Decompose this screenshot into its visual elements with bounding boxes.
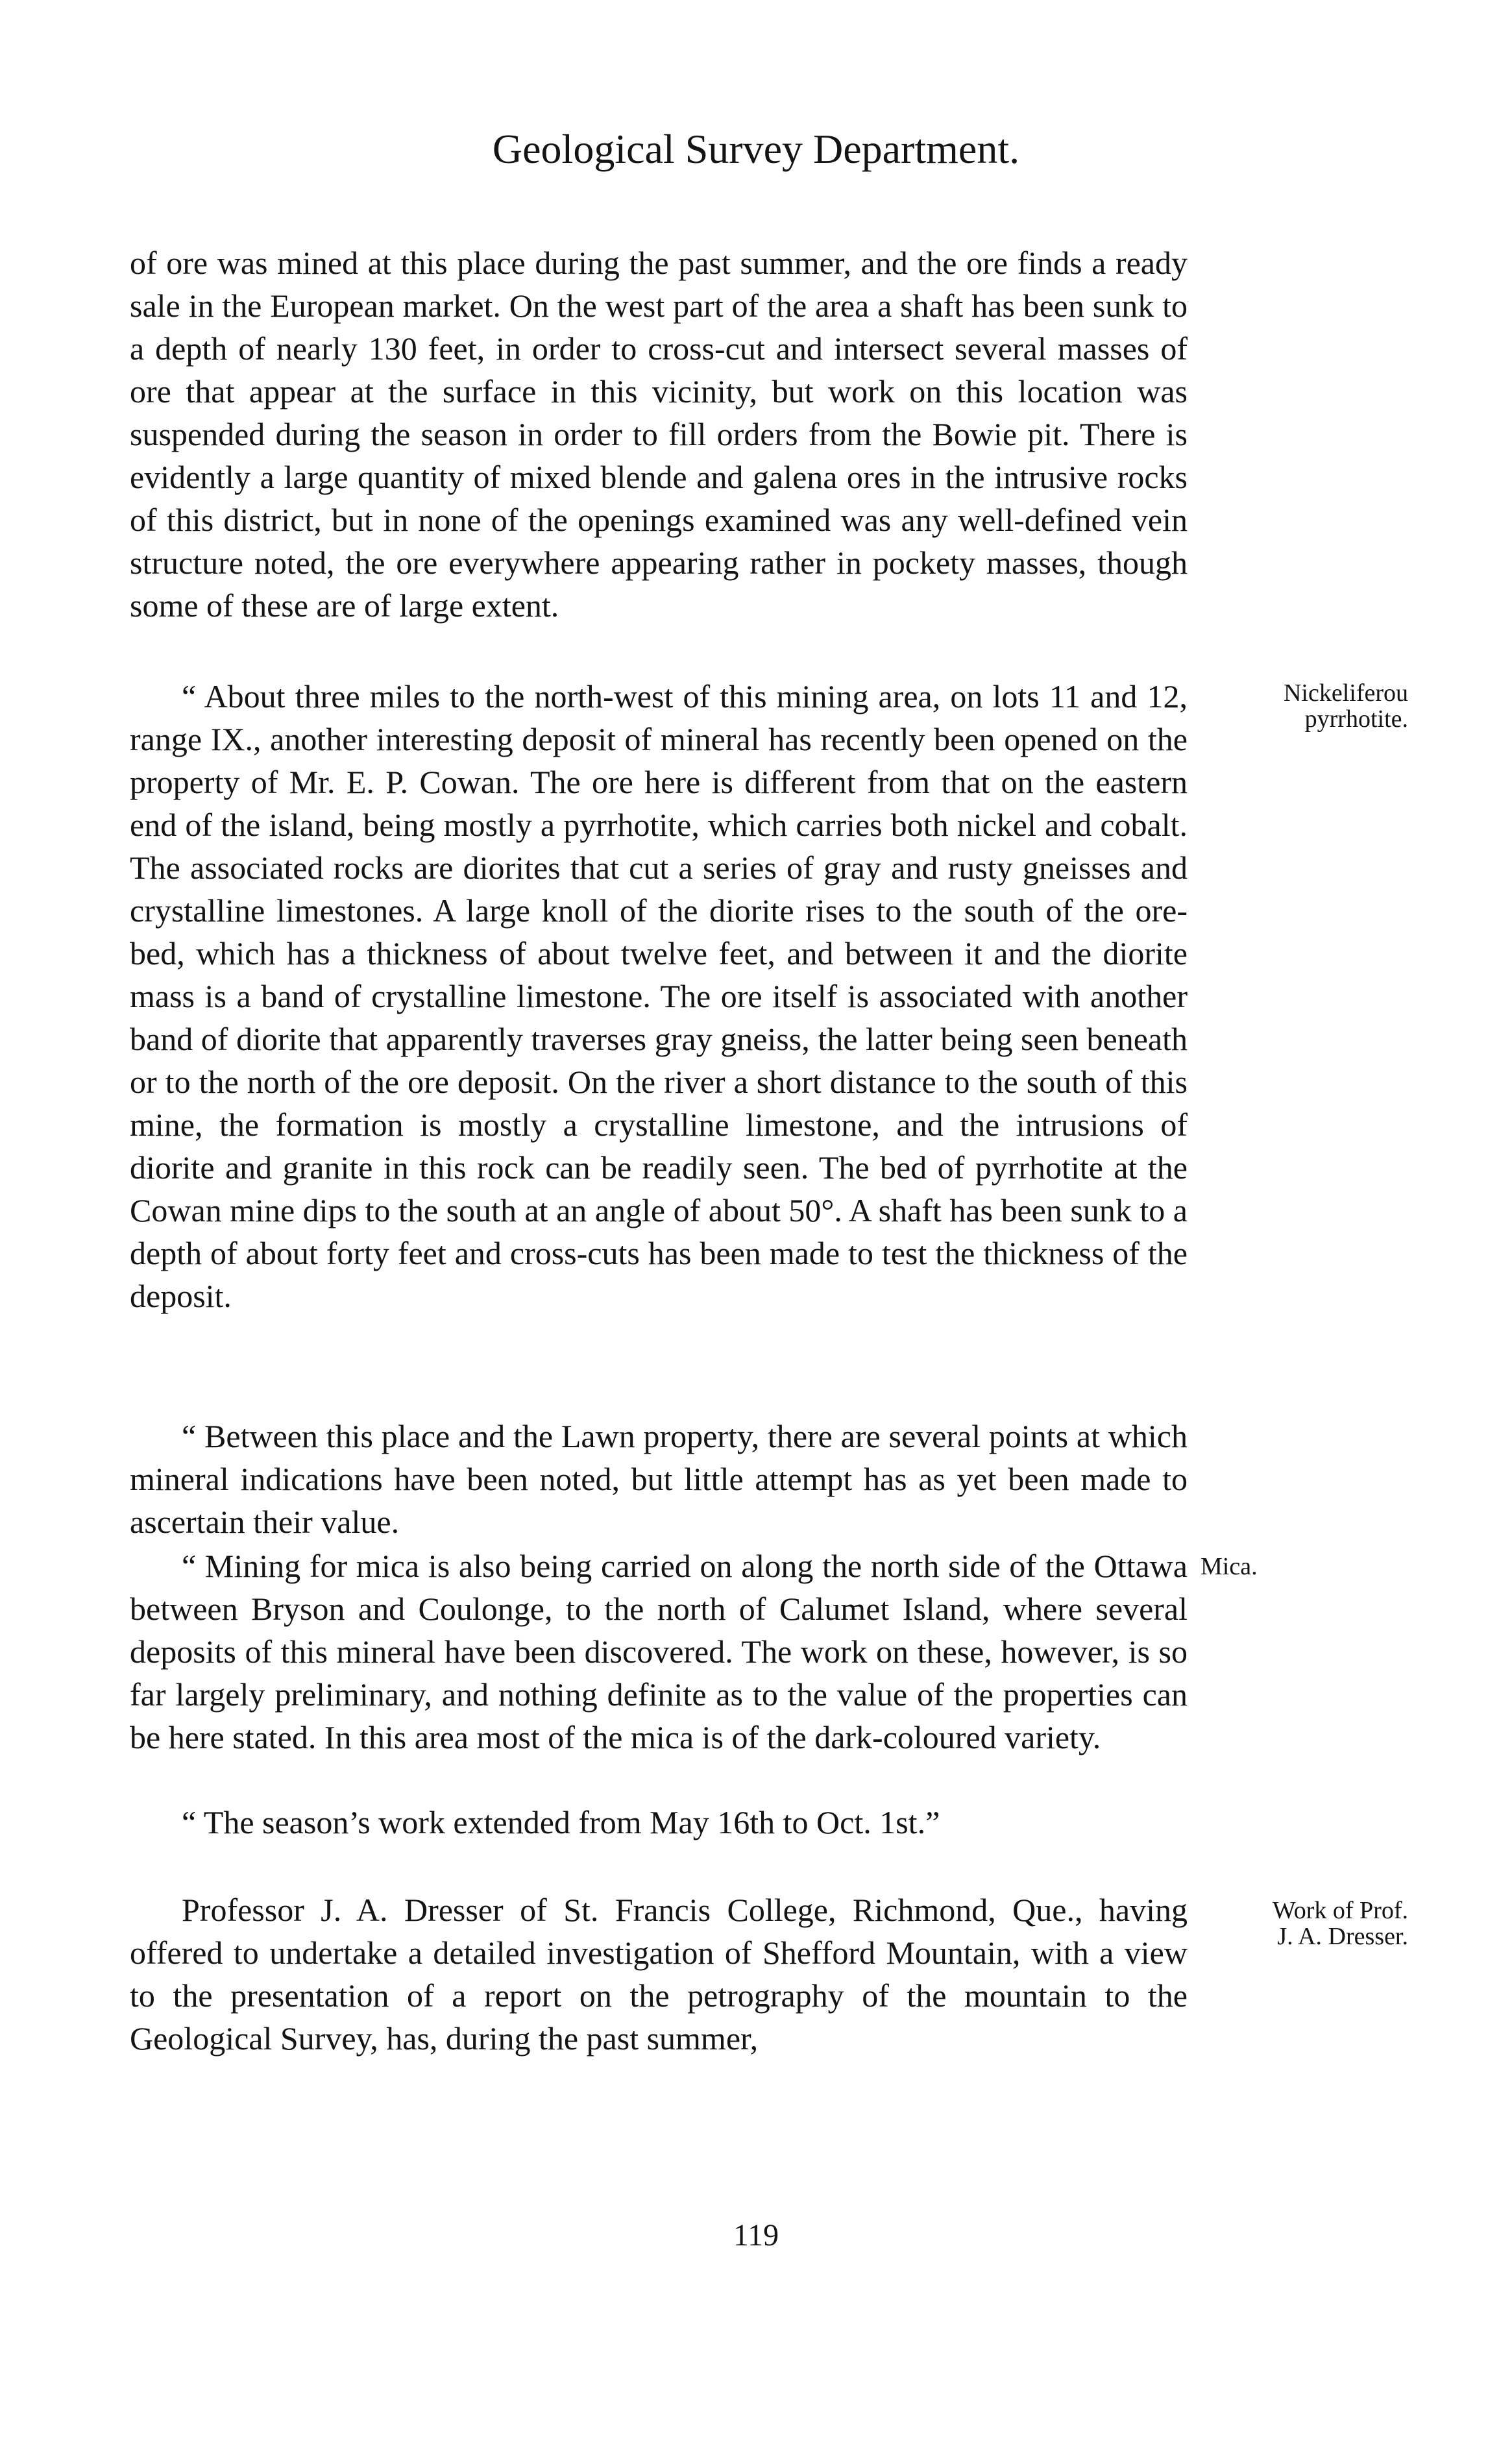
margin-note-line: Work of Prof. (1272, 1897, 1408, 1924)
margin-note-line: pyrrhotite. (1304, 705, 1408, 733)
margin-note-dresser (1201, 1898, 1408, 1949)
margin-note-line: Nickeliferou (1283, 679, 1408, 707)
paragraph-season-work: “ The season’s work extended from May 16th to Oct. 1st.” (182, 1804, 940, 1840)
page-number: 119 (733, 2218, 779, 2253)
paragraph-lawn-property: “ Between this place and the Lawn property, there are several points at which mineral indications have been noted, but little attempt has as yet been made to ascertain their value. (130, 1418, 1188, 1540)
paragraph-cowan-deposit: “ About three miles to the north-west of this mining area, on lots 11 and 12, range IX., another interesting deposit of mineral has recently been opened on the property of Mr. E. P. Cowan. The ore here is different from that on the eastern end of the island, being mostly a pyrrhotite, which carries both nickel and cobalt. The associated rocks are diorites that cut a series of gray and rusty gneisses and crystalline limestones. A large knoll of the diorite rises to the south of the ore-bed, which has a thickness of about twelve feet, and between it and the diorite mass is a band of crystalline limestone. The ore itself is associated with another band of diorite that apparently traverses gray gneiss, the latter being seen beneath or to the north of the ore deposit. On the river a short distance to the south of this mine, the formation is mostly a crystalline limestone, and the intrusions of diorite and granite in this rock can be readily seen. The bed of pyrrhotite at the Cowan mine dips to the south at an angle of about 50°. A shaft has been sunk to a depth of about forty feet and cross-cuts has been made to test the thickness of the deposit. (130, 678, 1188, 1314)
margin-note-nickeliferous-pyrrhotite (1201, 680, 1408, 732)
paragraph-ore-mining: of ore was mined at this place during the past summer, and the ore finds a ready sale in the European market. On the west part of the area a shaft has been sunk to a depth of nearly 130 feet, in order to cross-cut and intersect several masses of ore that appear at the surface in this vicinity, but work on this location was suspended during the season in order to fill orders from the Bowie pit. There is evidently a large quantity of mixed blende and galena ores in the intrusive rocks of this district, but in none of the openings examined was any well-defined vein structure noted, the ore everywhere appearing rather in pockety masses, though some of these are of large extent. (130, 245, 1188, 624)
margin-note-mica: Mica. (1201, 1553, 1258, 1580)
page-header: Geological Survey Department. (492, 126, 1020, 172)
paragraph-dresser: Professor J. A. Dresser of St. Francis College, Richmond, Que., having offered to undertake a detailed investigation of Shefford Mountain, with a view to the presentation of a report on the petrography of the mountain to the Geological Survey, has, during the past summer, (130, 1892, 1188, 2057)
margin-note-line: J. A. Dresser. (1277, 1923, 1408, 1950)
paragraph-mica-mining: “ Mining for mica is also being carried on along the north side of the Ottawa between Bryson and Coulonge, to the north of Calumet Island, where several deposits of this mineral have been discovered. The work on these, however, is so far largely preliminary, and nothing definite as to the value of the properties can be here stated. In this area most of the mica is of the dark-coloured variety. (130, 1548, 1188, 1755)
